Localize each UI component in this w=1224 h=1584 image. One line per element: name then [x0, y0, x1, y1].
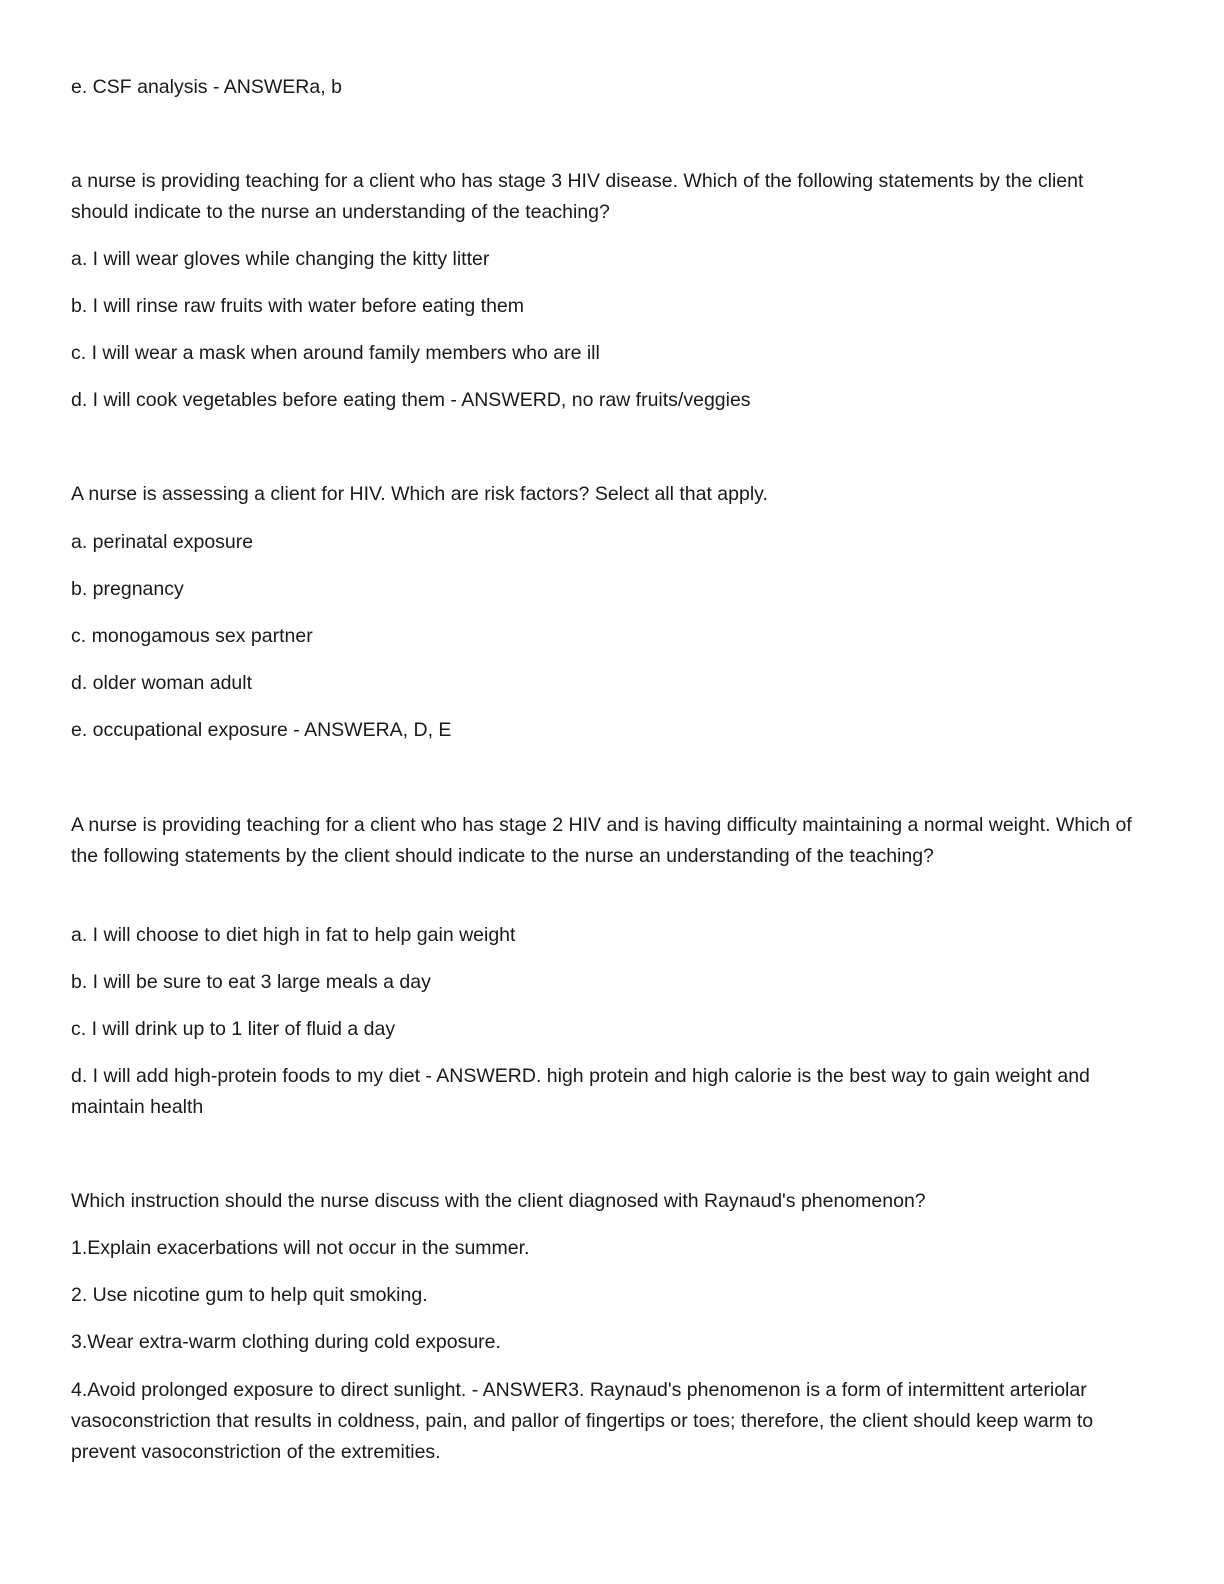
q3-option-d: d. I will add high-protein foods to my diet - ANSWERD. high protein and high calorie is the best way to gain weight and maintain health	[71, 1065, 1090, 1118]
q4-option-1: 1.Explain exacerbations will not occur in the summer.	[71, 1237, 530, 1259]
q2-option-e: e. occupational exposure - ANSWERA, D, E	[71, 719, 452, 741]
q1-stem: a nurse is providing teaching for a client who has stage 3 HIV disease. Which of the following statements by the client should indicate to the nurse an understanding of the teaching?	[71, 170, 1084, 223]
q4-option-4: 4.Avoid prolonged exposure to direct sunlight. - ANSWER3. Raynaud's phenomenon is a form of intermittent arteriolar vasoconstriction that results in coldness, pain, and pallor of fingertips or toes; therefore, the client should keep warm to prevent vasoconstriction of the extremities.	[71, 1379, 1094, 1463]
q3-option-c: c. I will drink up to 1 liter of fluid a day	[71, 1018, 396, 1040]
q0-option-e: e. CSF analysis - ANSWERa, b	[71, 76, 342, 98]
q2-option-a: a. perinatal exposure	[71, 531, 254, 553]
q2-option-c: c. monogamous sex partner	[71, 625, 313, 647]
q4-stem: Which instruction should the nurse discuss with the client diagnosed with Raynaud's phenomenon?	[71, 1190, 926, 1212]
q4-option-3: 3.Wear extra-warm clothing during cold exposure.	[71, 1331, 501, 1353]
q1-option-d: d. I will cook vegetables before eating them - ANSWERD, no raw fruits/veggies	[71, 389, 751, 411]
q2-option-d: d. older woman adult	[71, 672, 253, 694]
q2-stem: A nurse is assessing a client for HIV. Which are risk factors? Select all that apply.	[71, 483, 768, 505]
q1-option-c: c. I will wear a mask when around family members who are ill	[71, 342, 600, 364]
q3-stem: A nurse is providing teaching for a client who has stage 2 HIV and is having difficulty maintaining a normal weight. Which of the following statements by the client should indicate to the nurse an understanding of the teaching?	[71, 814, 1132, 867]
q4-option-2: 2. Use nicotine gum to help quit smoking.	[71, 1284, 428, 1306]
q3-option-a: a. I will choose to diet high in fat to help gain weight	[71, 924, 516, 946]
q3-option-b: b. I will be sure to eat 3 large meals a day	[71, 971, 431, 993]
q2-option-b: b. pregnancy	[71, 578, 184, 600]
q1-option-b: b. I will rinse raw fruits with water before eating them	[71, 295, 525, 317]
q1-option-a: a. I will wear gloves while changing the kitty litter	[71, 248, 490, 270]
